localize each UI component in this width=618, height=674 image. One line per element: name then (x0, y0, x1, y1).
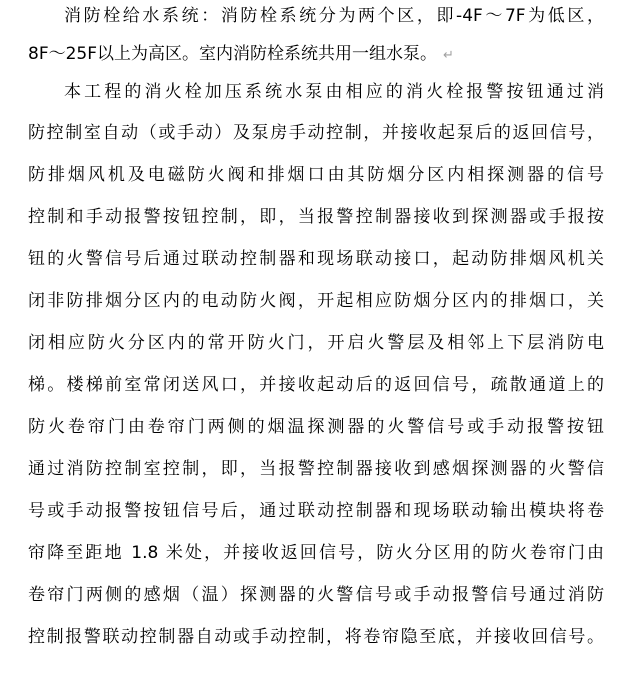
paragraph-2-line-3: 防排烟风机及电磁防火阀和排烟口由其防烟分区内相探测器的信号 (28, 165, 604, 185)
paragraph-2-line-13: 卷帘门两侧的感烟（温）探测器的火警信号或手动报警信号通过消防 (28, 585, 604, 605)
paragraph-2-line-14: 控制报警联动控制器自动或手动控制，将卷帘隐至底，并接收回信号。 (28, 627, 604, 647)
paragraph-2-line-4: 控制和手动报警按钮控制，即，当报警控制器接收到探测器或手报按 (28, 207, 604, 227)
paragraph-2-line-12: 帘降至距地 1.8 米处，并接收返回信号，防火分区用的防火卷帘门由 (28, 543, 604, 563)
paragraph-2-line-5: 钮的火警信号后通过联动控制器和现场联动接口，起动防排烟风机关 (28, 249, 604, 269)
paragraph-2-line-10: 通过消防控制室控制，即，当报警控制器接收到感烟探测器的火警信 (28, 459, 604, 479)
paragraph-1-line-2 (28, 39, 604, 69)
paragraph-2-line-1: 本工程的消火栓加压系统水泵由相应的消火栓报警按钮通过消 (64, 82, 604, 102)
paragraph-2-line-7: 闭相应防火分区内的常开防火门，开启火警层及相邻上下层消防电 (28, 333, 604, 353)
paragraph-2-line-8: 梯。楼梯前室常闭送风口，并接收起动后的返回信号，疏散通道上的 (28, 375, 604, 395)
paragraph-2-line-2: 防控制室自动（或手动）及泵房手动控制，并接收起泵后的返回信号， (28, 123, 604, 143)
paragraph-2-line-6: 闭非防排烟分区内的电动防火阀，开起相应防烟分区内的排烟口，关 (28, 291, 604, 311)
paragraph-1-line-1: 消防栓给水系统：消防栓系统分为两个区，即-4F～7F为低区， (64, 6, 604, 26)
paragraph-2-line-9: 防火卷帘门由卷帘门两侧的烟温探测器的火警信号或手动报警按钮 (28, 417, 604, 437)
paragraph-mark-icon: ↵ (443, 48, 454, 63)
paragraph-1-line-2-text: 8F～25F以上为高区。室内消防栓系统共用一组水泵。 (28, 44, 438, 64)
paragraph-2-line-11: 号或手动报警按钮信号后，通过联动控制器和现场联动输出模块将卷 (28, 501, 604, 521)
